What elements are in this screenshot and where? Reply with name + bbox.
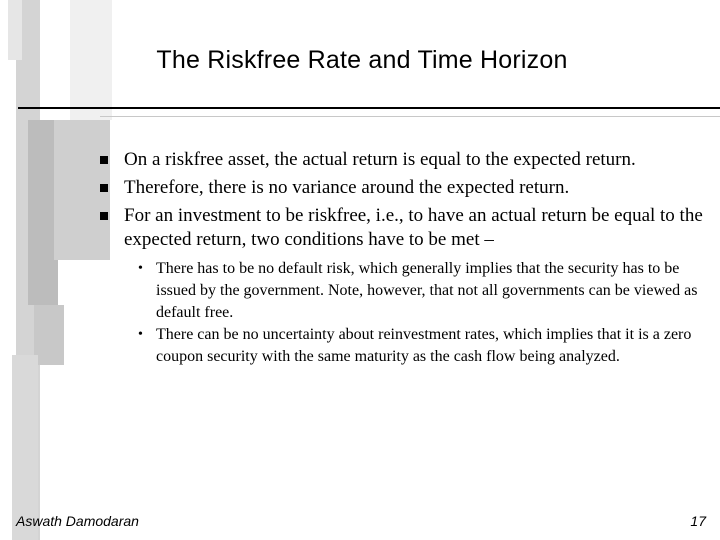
sub-bullet-item: • There has to be no default risk, which generally implies that the security has to be issued by the government. Note, however, that not all governments can be viewed as default free. [138,260,698,321]
dot-bullet-icon: • [138,261,143,276]
title-divider-shadow [100,116,720,117]
bullet-item: For an investment to be riskfree, i.e., to have an actual return be equal to the expected return, two conditions have to be met – [96,204,706,252]
slide-title: The Riskfree Rate and Time Horizon [156,46,568,74]
bullet-item: On a riskfree asset, the actual return is equal to the expected return. [96,148,706,172]
bullet-item: Therefore, there is no variance around the expected return. [96,176,706,200]
footer-author: Aswath Damodaran [16,513,139,529]
dot-bullet-icon: • [138,327,143,342]
square-bullet-icon [100,156,108,164]
sub-bullet-item: • There can be no uncertainty about reinvestment rates, which implies that it is a zero coupon security with the same maturity as the cash flow being analyzed. [138,326,692,365]
square-bullet-icon [100,212,108,220]
square-bullet-icon [100,184,108,192]
bullet-list [96,148,706,256]
sub-bullet-list [136,258,706,368]
decorative-bar [34,305,64,365]
title-divider [18,107,720,109]
page-number: 17 [690,513,706,529]
